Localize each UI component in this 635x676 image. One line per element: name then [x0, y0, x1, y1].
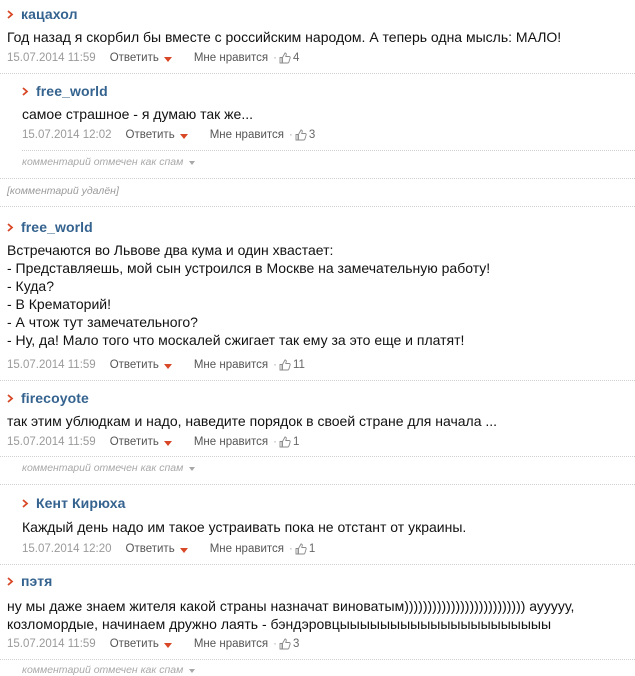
comment-line: так этим ублюдкам и надо, наведите порядок в своей стране для начала ... [7, 413, 498, 429]
like-button[interactable]: Мне нравится [193, 52, 269, 64]
like-count: 1 [308, 543, 316, 555]
comment-line: - Куда? [7, 278, 54, 294]
reply-button[interactable]: Ответить [109, 638, 159, 650]
comment-author[interactable]: free_world [36, 83, 108, 99]
comment-author-row [7, 389, 89, 407]
comment-date: 15.07.2014 11:59 [7, 436, 96, 448]
separator-dot: · [289, 129, 293, 141]
comment-line: - Ну, да! Мало того что москалей сжигает так ему за это еще и платят! [7, 332, 465, 348]
comment-line: Каждый день надо им такое устраивать пока не отстант от украины. [22, 519, 467, 535]
comment-line: - В Крематорий! [7, 296, 111, 312]
divider [0, 564, 635, 565]
comment-author[interactable]: Кент Кирюха [36, 495, 126, 511]
separator-dot: · [273, 638, 277, 650]
spam-dropdown-icon[interactable] [189, 669, 195, 673]
comment-meta [7, 435, 299, 449]
reply-dropdown-icon[interactable] [164, 364, 172, 369]
reply-button[interactable]: Ответить [125, 129, 175, 141]
separator-dot: · [273, 359, 277, 371]
divider [0, 380, 635, 381]
comment-author-row [22, 494, 126, 512]
comment-author-row [7, 5, 78, 23]
comment-text [22, 518, 466, 536]
comment-text [7, 28, 561, 46]
comment-date: 15.07.2014 12:02 [22, 129, 112, 141]
like-button[interactable]: Мне нравится [193, 638, 269, 650]
separator-dot: · [289, 543, 293, 555]
separator-dot: · [273, 52, 277, 64]
divider [22, 150, 635, 151]
reply-dropdown-icon[interactable] [164, 57, 172, 62]
like-count: 3 [308, 129, 316, 141]
reply-dropdown-icon[interactable] [164, 441, 172, 446]
comment-author[interactable]: firecoyote [21, 390, 89, 406]
reply-button[interactable]: Ответить [109, 52, 159, 64]
thumbs-up-icon[interactable] [279, 436, 291, 448]
comment-author-row [22, 82, 108, 100]
like-count: 11 [293, 359, 305, 371]
spam-label: комментарий отмечен как спам [22, 462, 184, 474]
spam-label: комментарий отмечен как спам [22, 664, 184, 676]
like-count: 3 [293, 638, 300, 650]
comment-meta [7, 358, 305, 372]
divider [0, 73, 635, 74]
comment-line: Год назад я скорбил бы вместе с российским народом. А теперь одна мысль: МАЛО! [7, 29, 562, 45]
comment-line: - Представляешь, мой сын устроился в Москве на замечательную работу! [7, 260, 491, 276]
comment-author[interactable]: кацахол [21, 6, 78, 22]
comment-author-row [7, 572, 52, 590]
comment-date: 15.07.2014 11:59 [7, 52, 96, 64]
comment-text [7, 241, 490, 349]
like-button[interactable]: Мне нравится [209, 129, 284, 141]
like-button[interactable]: Мне нравится [193, 359, 269, 371]
reply-button[interactable]: Ответить [125, 543, 175, 555]
comment-meta [7, 637, 299, 651]
comment-line: ну мы даже знаем жителя какой страны назначат виноватым)))))))))))))))))))))))))) аууууу, [7, 598, 575, 614]
comment-line: - А чтож тут замечательного? [7, 314, 198, 330]
comment-text [22, 105, 253, 123]
chevron-right-icon[interactable] [22, 87, 29, 96]
reply-dropdown-icon[interactable] [180, 134, 188, 139]
thumbs-up-icon[interactable] [279, 52, 291, 64]
comment-line: Встречаются во Львове два кума и один хвастает: [7, 242, 334, 258]
thumbs-up-icon[interactable] [279, 638, 291, 650]
reply-dropdown-icon[interactable] [164, 643, 172, 648]
deleted-notice: [комментарий удалён] [7, 185, 119, 197]
chevron-right-icon[interactable] [7, 223, 14, 232]
separator-dot: · [273, 436, 277, 448]
divider [0, 456, 635, 457]
spam-label: комментарий отмечен как спам [22, 156, 184, 168]
comment-meta [22, 542, 315, 556]
spam-notice[interactable] [22, 462, 195, 474]
comment-meta [7, 51, 299, 65]
thumbs-up-icon[interactable] [295, 129, 307, 141]
comment-author[interactable]: пэтя [21, 573, 53, 589]
reply-button[interactable]: Ответить [109, 359, 159, 371]
comment-date: 15.07.2014 11:59 [7, 359, 96, 371]
divider [0, 178, 635, 179]
comment-date: 15.07.2014 12:20 [22, 543, 112, 555]
spam-notice[interactable] [22, 156, 195, 168]
chevron-right-icon[interactable] [7, 577, 14, 586]
comment-line: козломордые, начинаем дружно лаять - бэндэровцыыыыыыыыыыыыыыыыыыыыы [7, 616, 552, 632]
thumbs-up-icon[interactable] [295, 543, 307, 555]
comment-date: 15.07.2014 11:59 [7, 638, 96, 650]
thumbs-up-icon[interactable] [279, 359, 291, 371]
divider [0, 484, 635, 485]
comment-meta [22, 128, 315, 142]
spam-dropdown-icon[interactable] [189, 467, 195, 471]
like-count: 1 [293, 436, 300, 448]
like-button[interactable]: Мне нравится [193, 436, 269, 448]
comment-author[interactable]: free_world [21, 219, 93, 235]
chevron-right-icon[interactable] [22, 499, 29, 508]
divider [0, 659, 635, 660]
comment-text [7, 597, 574, 633]
like-button[interactable]: Мне нравится [209, 543, 284, 555]
comment-line: самое страшное - я думаю так же... [22, 106, 253, 122]
comment-author-row [7, 218, 93, 236]
like-count: 4 [293, 52, 300, 64]
spam-notice[interactable] [22, 664, 195, 676]
reply-button[interactable]: Ответить [109, 436, 159, 448]
reply-dropdown-icon[interactable] [180, 548, 188, 553]
chevron-right-icon[interactable] [7, 10, 14, 19]
divider [0, 206, 635, 207]
spam-dropdown-icon[interactable] [189, 161, 195, 165]
chevron-right-icon[interactable] [7, 394, 14, 403]
comment-text [7, 412, 497, 430]
